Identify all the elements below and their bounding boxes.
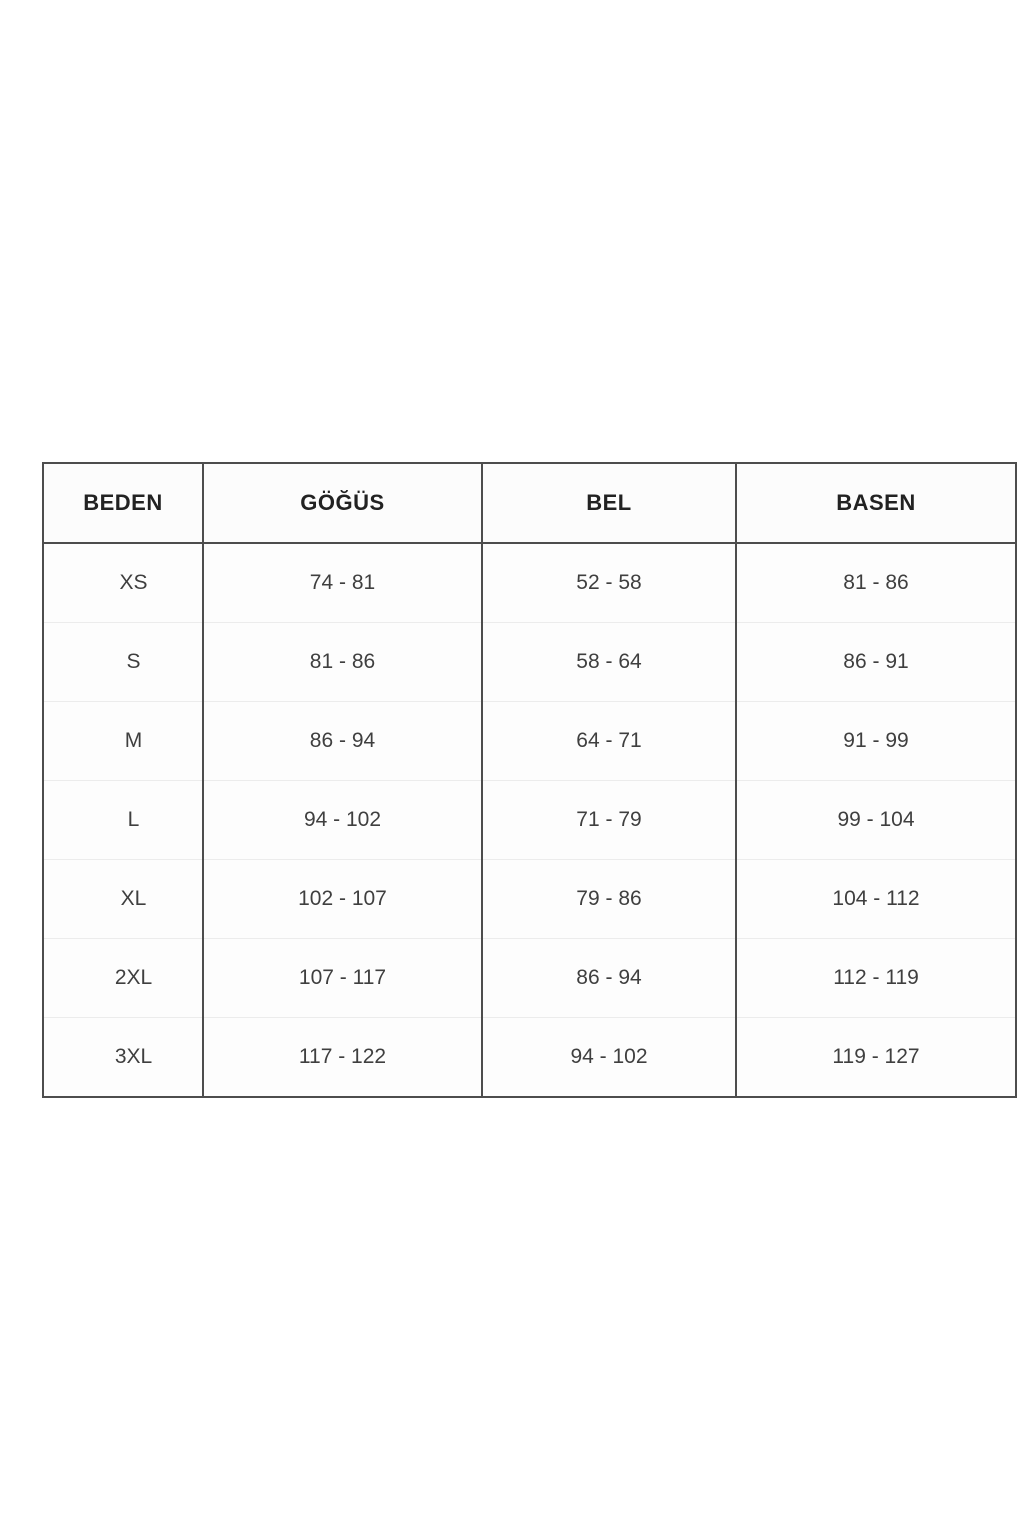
chest-cell: 94 - 102 [203,781,482,860]
size-label-cell: XS [43,543,203,623]
hip-cell: 86 - 91 [736,623,1016,702]
size-row-xs [43,543,1016,623]
header-cell-beden: BEDEN [43,463,203,543]
size-chart-body [43,543,1016,1097]
waist-cell: 52 - 58 [482,543,736,623]
hip-cell: 81 - 86 [736,543,1016,623]
hip-cell: 91 - 99 [736,702,1016,781]
hip-cell: 99 - 104 [736,781,1016,860]
hip-cell: 104 - 112 [736,860,1016,939]
chest-cell: 81 - 86 [203,623,482,702]
chest-cell: 117 - 122 [203,1018,482,1098]
hip-cell: 112 - 119 [736,939,1016,1018]
chest-cell: 107 - 117 [203,939,482,1018]
size-chart-header [43,463,1016,543]
size-chart-table [42,462,1017,1098]
chest-cell: 74 - 81 [203,543,482,623]
size-row-s [43,623,1016,702]
waist-cell: 79 - 86 [482,860,736,939]
chest-cell: 86 - 94 [203,702,482,781]
size-row-xl [43,860,1016,939]
size-label-cell: 2XL [43,939,203,1018]
size-row-l [43,781,1016,860]
size-label-cell: S [43,623,203,702]
size-label-cell: XL [43,860,203,939]
size-label-cell: 3XL [43,1018,203,1098]
chest-cell: 102 - 107 [203,860,482,939]
header-cell-bel: BEL [482,463,736,543]
waist-cell: 58 - 64 [482,623,736,702]
size-row-m [43,702,1016,781]
waist-cell: 94 - 102 [482,1018,736,1098]
hip-cell: 119 - 127 [736,1018,1016,1098]
waist-cell: 64 - 71 [482,702,736,781]
size-label-cell: M [43,702,203,781]
size-row-2xl [43,939,1016,1018]
header-cell-basen: BASEN [736,463,1016,543]
waist-cell: 86 - 94 [482,939,736,1018]
header-row [43,463,1016,543]
waist-cell: 71 - 79 [482,781,736,860]
size-row-3xl [43,1018,1016,1098]
header-cell-gogus: GÖĞÜS [203,463,482,543]
size-label-cell: L [43,781,203,860]
size-chart [42,462,1017,1098]
